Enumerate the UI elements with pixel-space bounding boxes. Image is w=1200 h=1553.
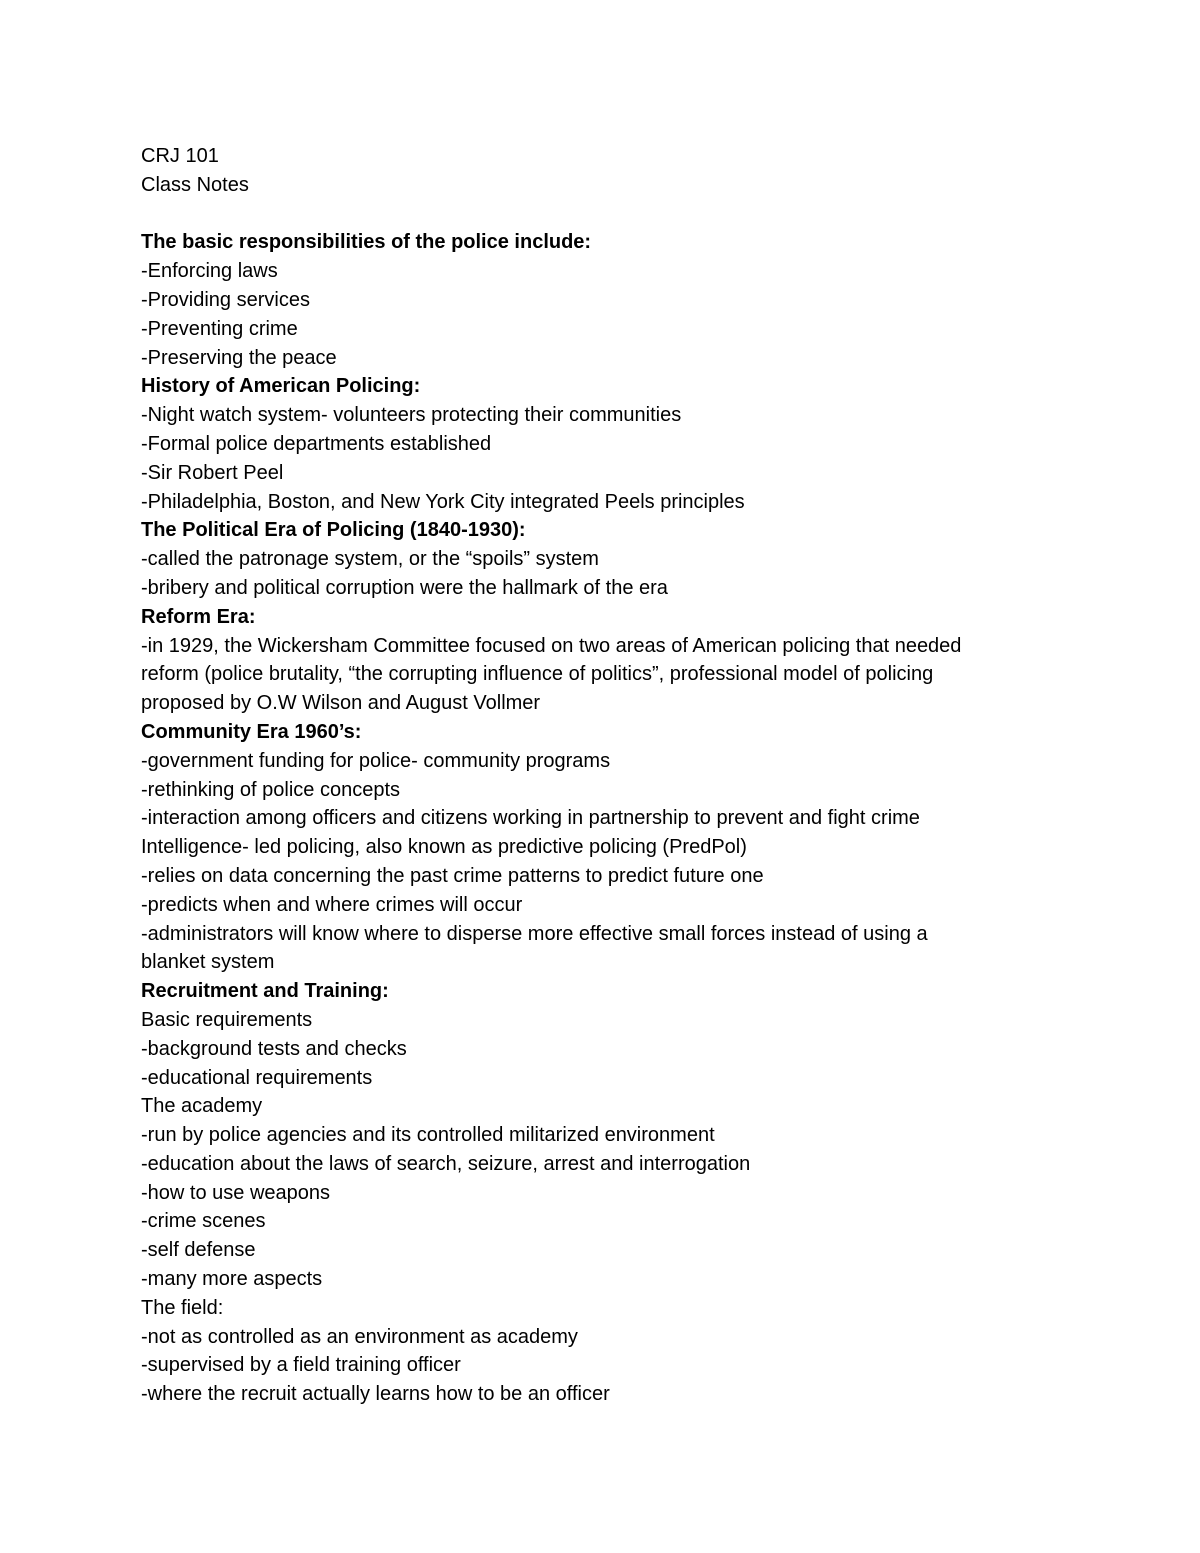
list-item: -run by police agencies and its controlled militarized environment — [141, 1124, 715, 1147]
list-item: -relies on data concerning the past crime patterns to predict future one — [141, 864, 764, 887]
list-item: -education about the laws of search, seizure, arrest and interrogation — [141, 1152, 751, 1175]
list-item: -called the patronage system, or the “spoils” system — [141, 548, 599, 571]
list-item: blanket system — [141, 951, 275, 974]
list-item: -Preventing crime — [141, 317, 298, 340]
section-heading-community-era: Community Era 1960’s: — [141, 720, 362, 743]
notes-subtitle: Class Notes — [141, 173, 249, 196]
list-item: Intelligence- led policing, also known as predictive policing (PredPol) — [141, 836, 747, 859]
spacer — [141, 200, 1061, 229]
section-heading-reform-era: Reform Era: — [141, 605, 256, 628]
list-item: Basic requirements — [141, 1008, 313, 1031]
section-heading-recruitment: Recruitment and Training: — [141, 980, 389, 1003]
list-item: -educational requirements — [141, 1066, 373, 1089]
list-item: reform (police brutality, “the corrupting influence of politics”, professional model of policing — [141, 663, 934, 686]
section-heading-history: History of American Policing: — [141, 375, 421, 398]
list-item: -Preserving the peace — [141, 346, 337, 369]
list-item: -not as controlled as an environment as academy — [141, 1325, 578, 1348]
list-item: -interaction among officers and citizens working in partnership to prevent and fight crime — [141, 807, 920, 830]
course-title: CRJ 101 — [141, 145, 219, 167]
list-item: -Formal police departments established — [141, 432, 492, 455]
list-item: -Enforcing laws — [141, 260, 278, 283]
notes-body — [141, 142, 1061, 1409]
section-heading-responsibilities: The basic responsibilities of the police include: — [141, 231, 592, 254]
list-item: -Sir Robert Peel — [141, 461, 284, 484]
list-item: -predicts when and where crimes will occur — [141, 893, 523, 916]
list-item: proposed by O.W Wilson and August Vollmer — [141, 692, 541, 715]
list-item: -self defense — [141, 1239, 256, 1262]
list-item: -supervised by a field training officer — [141, 1354, 461, 1377]
list-item: -government funding for police- community programs — [141, 749, 611, 772]
section-heading-political-era: The Political Era of Policing (1840-1930): — [141, 519, 526, 542]
list-item: -bribery and political corruption were the hallmark of the era — [141, 576, 668, 599]
list-item: -where the recruit actually learns how to be an officer — [141, 1383, 610, 1406]
list-item: -in 1929, the Wickersham Committee focused on two areas of American policing that needed — [141, 634, 962, 657]
list-item: -many more aspects — [141, 1268, 323, 1291]
list-item: -Philadelphia, Boston, and New York City integrated Peels principles — [141, 490, 745, 513]
list-item: -crime scenes — [141, 1210, 266, 1233]
list-item: -background tests and checks — [141, 1037, 407, 1060]
list-item: -Providing services — [141, 288, 310, 311]
list-item: -Night watch system- volunteers protecting their communities — [141, 404, 682, 427]
list-item: The academy — [141, 1095, 263, 1118]
list-item: -rethinking of police concepts — [141, 778, 401, 801]
list-item: -administrators will know where to disperse more effective small forces instead of using a — [141, 922, 928, 945]
list-item: -how to use weapons — [141, 1181, 331, 1204]
list-item: The field: — [141, 1296, 224, 1319]
